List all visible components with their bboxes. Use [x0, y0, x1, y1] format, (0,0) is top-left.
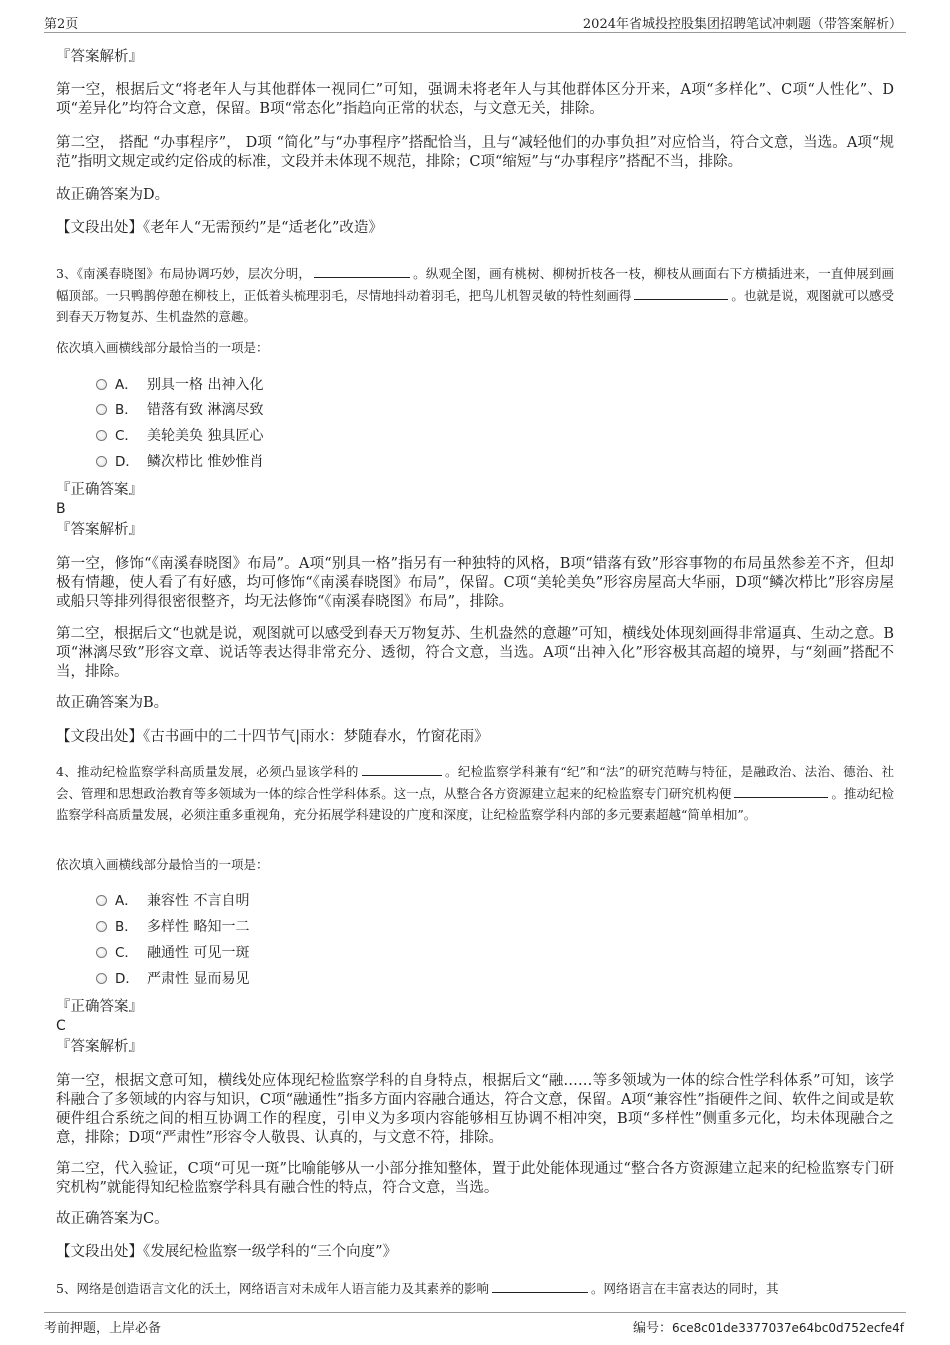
- q3-analysis-para1: 第一空，修饰“《南溪春晓图》布局”。A项“别具一格”指另有一种独特的风格，B项“错落有致”形容事物的布局虽然参差不齐，但却极有情趣，使人看了有好感，均可修饰“《南溪春晓图》布局”，保留。C项“美轮美奂”形容房屋高大华丽，D项“鳞次栉比”形容房屋或船只等排列得很密很整齐，均无法修饰“《南溪春晓图》布局”，排除。: [56, 556, 894, 610]
- radio-icon[interactable]: [96, 379, 107, 390]
- q3-stem: [56, 263, 894, 328]
- q4-option-d[interactable]: [96, 969, 249, 989]
- option-text: 融通性 可见一斑: [147, 945, 250, 961]
- q4-option-b[interactable]: [96, 917, 249, 937]
- q3-answer: B: [56, 501, 66, 517]
- q5-stem-part1: 5、网络是创造语言文化的沃土，网络语言对未成年人语言能力及其素养的影响: [56, 1281, 489, 1296]
- radio-icon[interactable]: [96, 430, 107, 441]
- q3-option-c[interactable]: [96, 426, 263, 446]
- q5-stem-part2: 。网络语言在丰富表达的同时，其: [590, 1281, 779, 1296]
- source-prefix: 【文段出处】: [56, 1244, 143, 1260]
- correct-answer-label: 『正确答案』: [56, 999, 143, 1015]
- radio-icon[interactable]: [96, 973, 107, 984]
- q4-blank-2: [734, 784, 828, 798]
- option-text: 严肃性 显而易见: [147, 971, 250, 987]
- code-label: 编号：: [632, 1321, 672, 1336]
- q3-blank-1: [314, 264, 410, 278]
- option-text: 兼容性 不言自明: [147, 893, 250, 909]
- q4-option-c[interactable]: [96, 943, 249, 963]
- q3-source-title: 《古书画中的二十四节气|雨水：梦随春水，竹窗花雨》: [143, 729, 489, 745]
- radio-icon[interactable]: [96, 404, 107, 415]
- q4-analysis-para1: 第一空，根据文意可知，横线处应体现纪检监察学科的自身特点，根据后文“融……等多领域为一体的综合性学科体系”可知，该学科融合了多领域的内容与知识，C项“融通性”指多方面内容融合通达，符合文意，保留。A项“兼容性”指硬件之间、软件之间或是软硬件组合系统之间的相互协调工作的程度，引申义为多项内容能够相互协调不相冲突，B项“多样性”侧重多元化，均未体现融合之意，排除；D项“严肃性”形容令人敬畏、认真的，与文意不符，排除。: [56, 1073, 894, 1146]
- q2-analysis-para1: 第一空，根据后文“将老年人与其他群体一视同仁”可知，强调未将老年人与其他群体区分开来，A项“多样化”、C项“人性化”、D项“差异化”均符合文意，保留。B项“常态化”指趋向正常的状态，与文意无关，排除。: [56, 82, 894, 117]
- source-prefix: 【文段出处】: [56, 220, 143, 236]
- q3-stem-part3: 。也就是说，观图就可以感受到春天万物复苏、生机盎然的意趣。: [56, 287, 894, 324]
- q3-option-b[interactable]: [96, 400, 263, 420]
- q3-stem-part2: 。纵观全图，画有桃树、柳树折枝各一枝，柳枝从画面右下方横插进来，一直伸展到画幅顶部。一只鸭鹊停憩在柳枝上，正低着头梳理羽毛，尽情地抖动着羽毛，把鸟儿机智灵敏的特性刻画得: [56, 266, 894, 303]
- q3-source: [56, 727, 894, 747]
- q5-blank-1: [492, 1279, 588, 1293]
- q3-analysis-para2: 第二空，根据后文“也就是说，观图就可以感受到春天万物复苏、生机盎然的意趣”可知，横线处体现刻画得非常逼真、生动之意。B项“淋漓尽致”形容文章、说话等表达得非常充分、透彻，符合文意，当选。A项“出神入化”形容极其高超的境界，与“刻画”搭配不当，排除。: [56, 626, 894, 680]
- q3-blank-2: [634, 286, 728, 300]
- analysis-label: 『答案解析』: [56, 1039, 143, 1055]
- footer-slogan: 考前押题，上岸必备: [44, 1321, 162, 1336]
- q2-analysis-para2: 第二空， 搭配 “办事程序”， D项 “简化”与“办事程序”搭配恰当，且与“减轻他们的办事负担”对应恰当，符合文意，当选。A项“规范”指明文规定或约定俗成的标准，文段并未体现不规范，排除；C项“缩短”与“办事程序”搭配不当，排除。: [56, 135, 894, 170]
- option-letter: C．: [115, 428, 138, 444]
- q4-stem-part2: 。纪检监察学科兼有“纪”和“法”的研究范畴与特征，是融政治、法治、德治、社会、管理和思想政治教育等多领域为一体的综合性学科体系。这一点，从整合各方资源建立起来的纪检监察专门研究机构便: [56, 764, 894, 801]
- q4-option-a[interactable]: [96, 891, 249, 911]
- option-letter: B．: [115, 919, 138, 935]
- analysis-label: 『答案解析』: [56, 522, 143, 538]
- radio-icon[interactable]: [96, 947, 107, 958]
- page-number: 第2页: [44, 17, 79, 32]
- q3-stem-part1: 3、《南溪春晓图》布局协调巧妙，层次分明，: [56, 266, 312, 281]
- option-text: 别具一格 出神入化: [147, 377, 264, 393]
- option-text: 美轮美奂 独具匠心: [147, 428, 264, 444]
- option-letter: A．: [115, 893, 138, 909]
- option-text: 错落有致 淋漓尽致: [147, 402, 264, 418]
- q4-answer: C: [56, 1018, 66, 1034]
- document-code: [633, 1317, 904, 1336]
- page-header: [44, 10, 906, 33]
- code-value: 6ce8c01de3377037e64bc0d752ecfe4f: [671, 1321, 904, 1335]
- q3-prompt: 依次填入画横线部分最恰当的一项是：: [56, 340, 269, 355]
- option-letter: B．: [115, 402, 138, 418]
- q3-option-a[interactable]: [96, 375, 263, 395]
- document-title: 2024年省城投控股集团招聘笔试冲刺题（带答案解析）: [582, 17, 902, 32]
- q4-source-title: 《发展纪检监察一级学科的“三个向度”》: [143, 1244, 398, 1260]
- option-letter: C．: [115, 945, 138, 961]
- q4-stem-part3: 。推动纪检监察学科高质量发展，必须注重多重视角，充分拓展学科建设的广度和深度，让纪检监察学科内部的多元要素超越“简单相加”。: [56, 785, 894, 822]
- correct-answer-label: 『正确答案』: [56, 482, 143, 498]
- radio-icon[interactable]: [96, 921, 107, 932]
- q4-conclusion: 故正确答案为C。: [56, 1211, 169, 1227]
- q2-conclusion: 故正确答案为D。: [56, 187, 170, 203]
- source-prefix: 【文段出处】: [56, 729, 143, 745]
- q4-source: [56, 1242, 894, 1262]
- option-text: 鳞次栉比 惟妙惟肖: [147, 454, 264, 470]
- q4-prompt: 依次填入画横线部分最恰当的一项是：: [56, 857, 269, 872]
- analysis-label: 『答案解析』: [56, 49, 143, 65]
- q4-stem-part1: 4、推动纪检监察学科高质量发展，必须凸显该学科的: [56, 764, 359, 779]
- q2-source-title: 《老年人“无需预约”是“适老化”改造》: [143, 220, 383, 236]
- radio-icon[interactable]: [96, 456, 107, 467]
- q4-analysis-para2: 第二空，代入验证，C项“可见一斑”比喻能够从一小部分推知整体，置于此处能体现通过“整合各方资源建立起来的纪检监察专门研究机构”就能得知纪检监察学科具有融合性的特点，符合文意，当选。: [56, 1161, 894, 1196]
- q3-conclusion: 故正确答案为B。: [56, 695, 169, 711]
- page-footer: [44, 1312, 906, 1337]
- option-letter: D．: [115, 971, 139, 987]
- q4-stem: [56, 761, 894, 826]
- q4-blank-1: [362, 762, 442, 776]
- radio-icon[interactable]: [96, 895, 107, 906]
- q3-option-d[interactable]: [96, 452, 263, 472]
- q5-stem: [56, 1278, 894, 1300]
- option-letter: D．: [115, 454, 139, 470]
- option-text: 多样性 略知一二: [147, 919, 250, 935]
- q2-source: [56, 218, 894, 238]
- option-letter: A．: [115, 377, 138, 393]
